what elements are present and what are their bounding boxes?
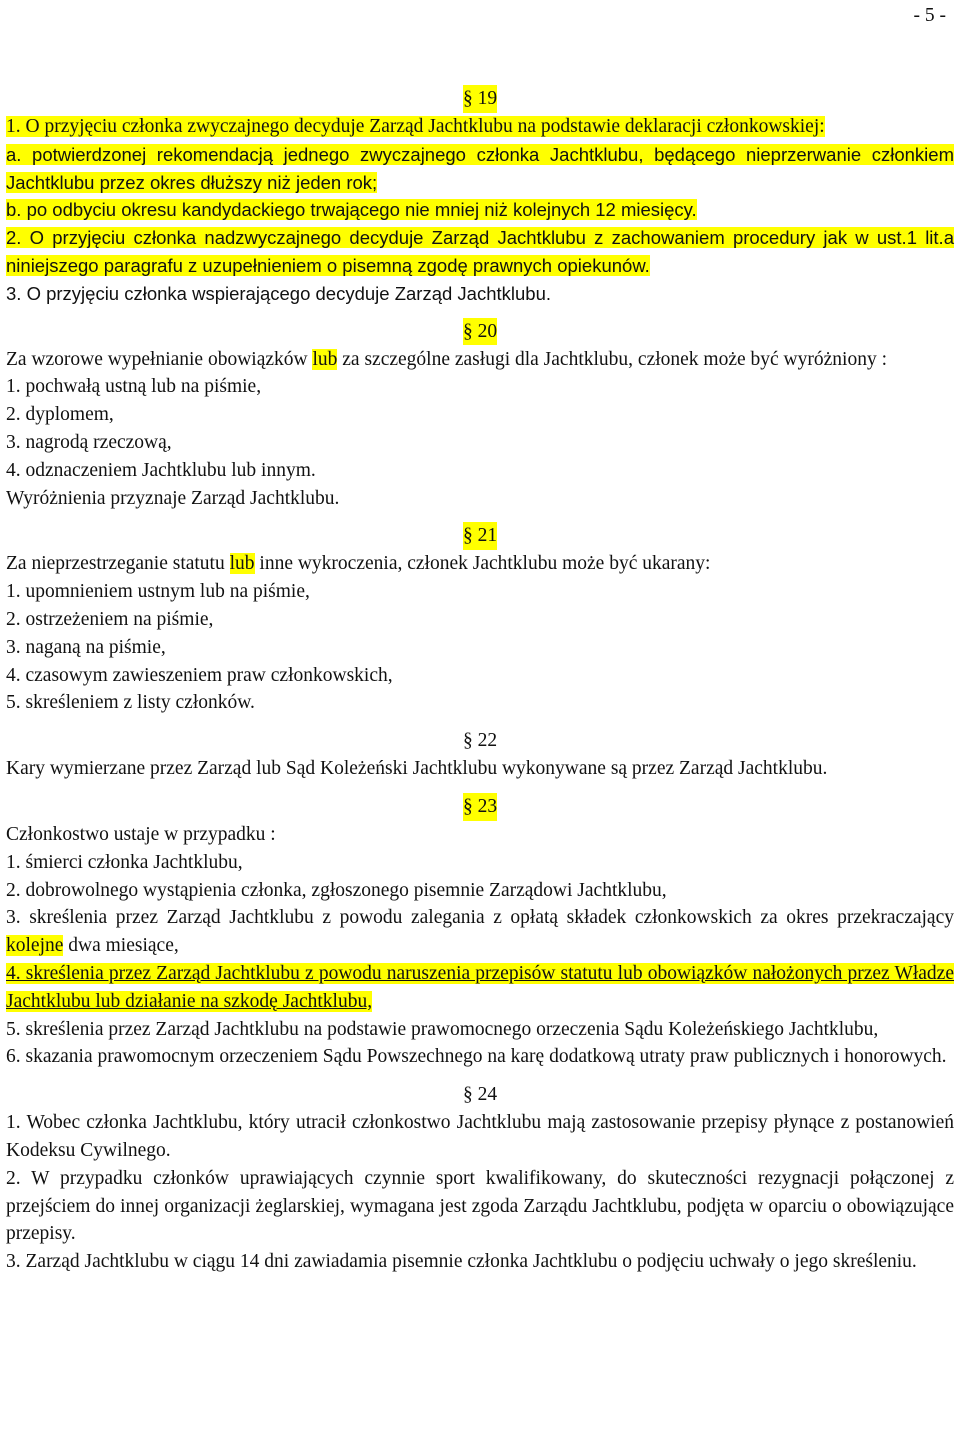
document-body [6, 85, 954, 1276]
section-19-paragraph-3: 3. O przyjęciu członka wspierającego decyduje Zarząd Jachtklubu. [6, 282, 552, 304]
section-22-heading [6, 727, 954, 755]
section-number: § 23 [463, 793, 497, 821]
section-number: § 24 [462, 1084, 498, 1106]
list-item: 2. dobrowolnego wystąpienia członka, zgłoszonego pisemnie Zarządowi Jachtklubu, [6, 879, 667, 901]
section-24-paragraph-2: 2. W przypadku członków uprawiających czynnie sport kwalifikowany, do skuteczności rezygnacji połączonej z przejściem do innej organizacji żeglarskiej, wymagana jest zgoda Zarządu Jachtklubu, podjęta w oparciu o obowiązujące przepisy. [6, 1167, 954, 1245]
section-number: § 19 [463, 85, 497, 113]
section-22-text: Kary wymierzane przez Zarząd lub Sąd Koleżeński Jachtklubu wykonywane są przez Zarząd Jachtklubu. [6, 758, 828, 780]
list-item: 4. czasowym zawieszeniem praw członkowskich, [6, 664, 393, 686]
section-23-intro: Członkostwo ustaje w przypadku : [6, 823, 276, 845]
section-20-closing: Wyróżnienia przyznaje Zarząd Jachtklubu. [6, 487, 340, 509]
list-item: 3. nagrodą rzeczową, [6, 431, 172, 453]
list-item: 1. pochwałą ustną lub na piśmie, [6, 376, 262, 398]
list-item: 2. dyplomem, [6, 404, 114, 426]
section-21-intro: Za nieprzestrzeganie statutu lub inne wykroczenia, członek Jachtklubu może być ukarany: [6, 553, 711, 575]
list-item: 1. upomnieniem ustnym lub na piśmie, [6, 581, 310, 603]
list-item: 5. skreślenia przez Zarząd Jachtklubu na podstawie prawomocnego orzeczenia Sądu Koleżeńskiego Jachtklubu, [6, 1018, 879, 1040]
list-item: 5. skreśleniem z listy członków. [6, 692, 255, 714]
list-item: 4. odznaczeniem Jachtklubu lub innym. [6, 459, 316, 481]
list-item: 3. naganą na piśmie, [6, 636, 166, 658]
page-number: - 5 - [913, 5, 946, 26]
section-24-paragraph-1: 1. Wobec członka Jachtklubu, który utracił członkostwo Jachtklubu mają zastosowanie przepisy płynące z postanowień Kodeksu Cywilnego. [6, 1112, 954, 1161]
section-number: § 21 [463, 522, 497, 550]
section-number: § 20 [463, 318, 497, 346]
list-item: 2. ostrzeżeniem na piśmie, [6, 608, 214, 630]
list-item: 4. skreślenia przez Zarząd Jachtklubu z powodu naruszenia przepisów statutu lub obowiązków nałożonych przez Władze Jachtklubu lub działanie na szkodę Jachtklubu, [6, 962, 954, 1012]
section-19-heading [6, 85, 954, 113]
section-24-paragraph-3: 3. Zarząd Jachtklubu w ciągu 14 dni zawiadamia pisemnie członka Jachtklubu o podjęciu uchwały o jego skreśleniu. [6, 1251, 917, 1273]
section-19-item-b: b. po odbyciu okresu kandydackiego trwającego nie mniej niż kolejnych 12 miesięcy. [6, 199, 697, 221]
section-19-paragraph-2: 2. O przyjęciu członka nadzwyczajnego decyduje Zarząd Jachtklubu z zachowaniem procedury jak w ust.1 lit.a niniejszego paragrafu z uzupełnieniem o pisemną zgodę prawnych opiekunów. [6, 227, 954, 276]
section-21-heading [6, 522, 954, 550]
list-item: 1. śmierci członka Jachtklubu, [6, 851, 243, 873]
list-item: 3. skreślenia przez Zarząd Jachtklubu z powodu zalegania z opłatą składek członkowskich za okres przekraczający kolejne dwa miesiące, [6, 907, 954, 957]
section-24-heading [6, 1081, 954, 1109]
section-number: § 22 [462, 730, 498, 752]
section-19-paragraph-1: 1. O przyjęciu członka zwyczajnego decyduje Zarząd Jachtklubu na podstawie deklaracji członkowskiej: [6, 116, 825, 137]
section-23-heading [6, 793, 954, 821]
section-19-item-a: a. potwierdzonej rekomendacją jednego zwyczajnego członka Jachtklubu, będącego nieprzerwanie członkiem Jachtklubu przez okres dłuższy niż jeden rok; [6, 143, 954, 193]
section-20-heading [6, 318, 954, 346]
section-20-intro: Za wzorowe wypełnianie obowiązków lub za szczególne zasługi dla Jachtklubu, członek może być wyróżniony : [6, 348, 887, 370]
list-item: 6. skazania prawomocnym orzeczeniem Sądu Powszechnego na karę dodatkową utraty praw publicznych i honorowych. [6, 1046, 947, 1068]
